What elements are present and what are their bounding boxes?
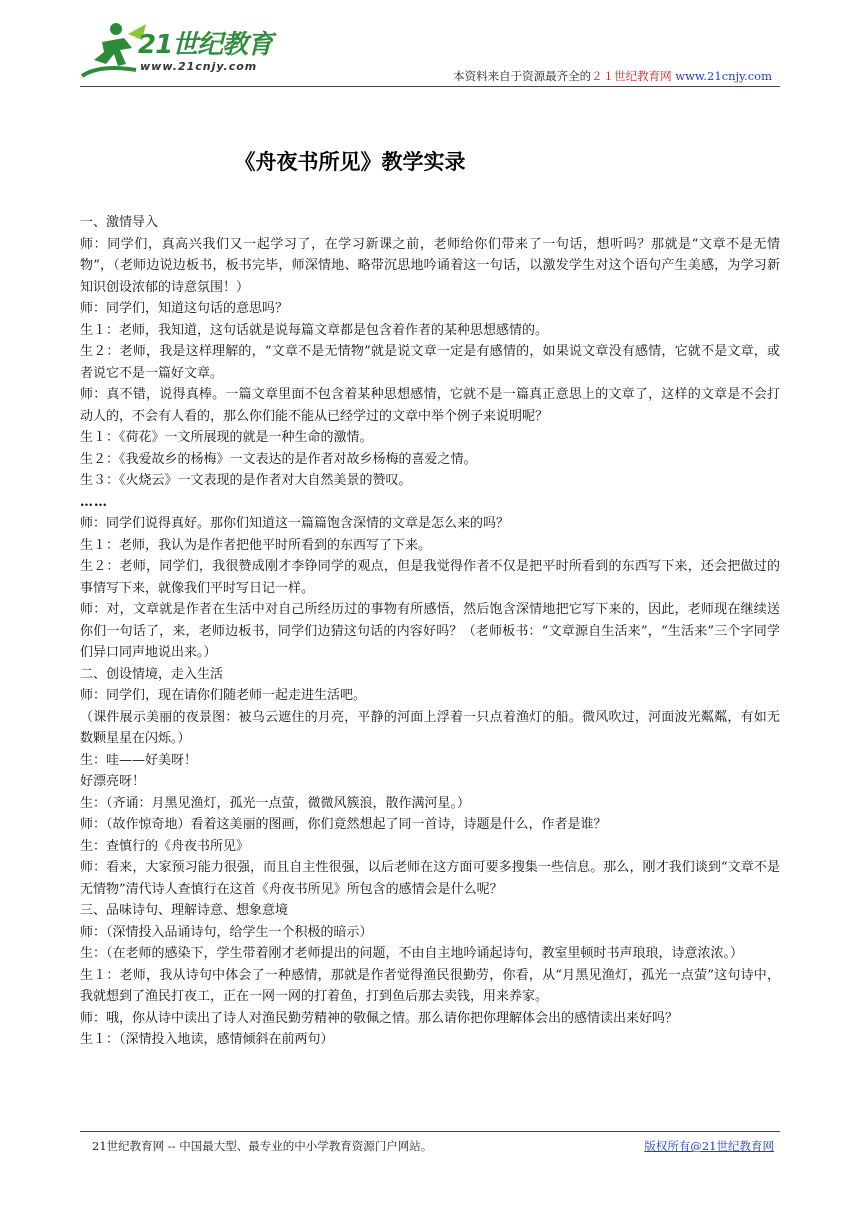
- source-prefix: 本资料来自于资源最齐全的: [453, 69, 592, 83]
- paragraph: 好漂亮呀！: [80, 774, 146, 789]
- paragraph: 生１：老师，我认为是作者把他平时所看到的东西写了下来。: [80, 537, 432, 553]
- paragraph: 生２：老师，同学们，我很赞成刚才李铮同学的观点，但是我觉得作者不仅是把平时所看到的东西写下来，还会把做过的事情写下来，就像我们平时写日记一样。: [80, 559, 780, 596]
- page-header: [80, 18, 780, 88]
- paragraph: 生：查慎行的《舟夜书所见》: [80, 838, 250, 854]
- paragraph: 师：同学们，真高兴我们又一起学习了，在学习新课之前，老师给你们带来了一句话，想听吗？那就是“文章不是无情物”，（老师边说边板书，板书完毕，师深情地、略带沉思地吟诵着这一句话，以激发学生对这个语句产生美感，为学习新知识创设浓郁的诗意氛围！）: [80, 236, 780, 295]
- header-source-line: [453, 68, 772, 84]
- paragraph: 生１：老师，我从诗句中体会了一种感情，那就是作者觉得渔民很勤劳，你看，从“月黑见渔灯，孤光一点萤”这句诗中，我就想到了渔民打夜工，正在一网一网的打着鱼，打到鱼后那去卖钱，用来养家。: [80, 967, 780, 1004]
- section-heading: 三、品味诗句、理解诗意、想象意境: [80, 903, 289, 918]
- paragraph: 师：真不错，说得真棒。一篇文章里面不包含着某种思想感情，它就不是一篇真正意思上的文章了，这样的文章是不会打动人的，不会有人看的，那么你们能不能从已经学过的文章中举个例子来说明呢？: [80, 387, 780, 424]
- site-logo[interactable]: [80, 18, 280, 84]
- ellipsis-paragraph: ……: [80, 494, 108, 510]
- paragraph: 生２：《我爱故乡的杨梅》一文表达的是作者对故乡杨梅的喜爱之情。: [80, 451, 477, 467]
- footer-site-description: 21世纪教育网 -- 中国最大型、最专业的中小学教育资源门户网站。: [92, 1139, 433, 1153]
- section-heading: 二、创设情境，走入生活: [80, 666, 224, 682]
- paragraph: 生２：老师，我是这样理解的，“文章不是无情物”就是说文章一定是有感情的，如果说文章没有感情，它就不是文章，或者说它不是一篇好文章。: [80, 344, 780, 381]
- document-body: [80, 212, 780, 1051]
- source-site[interactable]: ２１世纪教育网: [591, 69, 672, 83]
- paragraph: 一、激情导入: [80, 215, 159, 230]
- paragraph: 师：（深情投入品诵诗句，给学生一个积极的暗示）: [80, 924, 373, 940]
- paragraph: 师：同学们说得真好。那你们知道这一篇篇饱含深情的文章是怎么来的吗？: [80, 516, 510, 531]
- paragraph: （课件展示美丽的夜景图：被乌云遮住的月亮，平静的河面上浮着一只点着渔灯的船。微风吹过，河面波光粼粼，有如无数颗星星在闪烁。）: [80, 709, 780, 746]
- paragraph: 生１：（深情投入地读，感情倾斜在前两句）: [80, 1032, 334, 1047]
- document-title: 《舟夜书所见》教学实录: [234, 150, 466, 174]
- source-url-link[interactable]: www.21cnjy.com: [675, 69, 772, 83]
- paragraph: 师：同学们，知道这句话的意思吗？: [80, 301, 289, 316]
- logo-url: www.21cnjy.com: [140, 60, 258, 73]
- paragraph: 生１：老师，我知道，这句话就是说每篇文章都是包含着作者的某种思想感情的。: [80, 322, 549, 338]
- paragraph: 生３：《火烧云》一文表现的是作者对大自然美景的赞叹。: [80, 473, 412, 488]
- paragraph: 师：（故作惊奇地）看着这美丽的图画，你们竟然想起了同一首诗，诗题是什么，作者是谁？: [80, 817, 607, 832]
- footer-copyright-link[interactable]: 版权所有@21世纪教育网: [644, 1139, 774, 1153]
- logo-text: 21世纪教育: [138, 30, 273, 60]
- paragraph: 生：（齐诵：月黑见渔灯，孤光一点萤，微微风簇浪，散作满河星。）: [80, 795, 471, 811]
- header-divider: [80, 86, 780, 87]
- paragraph: 生：（在老师的感染下，学生带着刚才老师提出的问题，不由自主地吟诵起诗句，教室里顿时书声琅琅，诗意浓浓。）: [80, 946, 744, 961]
- paragraph: 生：哇——好美呀！: [80, 752, 198, 768]
- footer-divider: [80, 1131, 780, 1132]
- paragraph: 师：哦，你从诗中读出了诗人对渔民勤劳精神的敬佩之情。那么请你把你理解体会出的感情读出来好吗？: [80, 1010, 679, 1026]
- paragraph: 师：同学们，现在请你们随老师一起走进生活吧。: [80, 688, 367, 703]
- paragraph: 师：看来，大家预习能力很强，而且自主性很强，以后老师在这方面可要多搜集一些信息。那么，刚才我们谈到“文章不是无情物”清代诗人查慎行在这首《舟夜书所见》所包含的感情会是什么呢？: [80, 860, 780, 897]
- paragraph: 生１：《荷花》一文所展现的就是一种生命的激情。: [80, 430, 373, 445]
- paragraph: 师：对，文章就是作者在生活中对自己所经历过的事物有所感悟，然后饱含深情地把它写下来的，因此，老师现在继续送你们一句话了，来，老师边板书，同学们边猜这句话的内容好吗？（老师板书：“文章源自生活来”，“生活来”三个字同学们异口同声地说出来。）: [80, 602, 780, 660]
